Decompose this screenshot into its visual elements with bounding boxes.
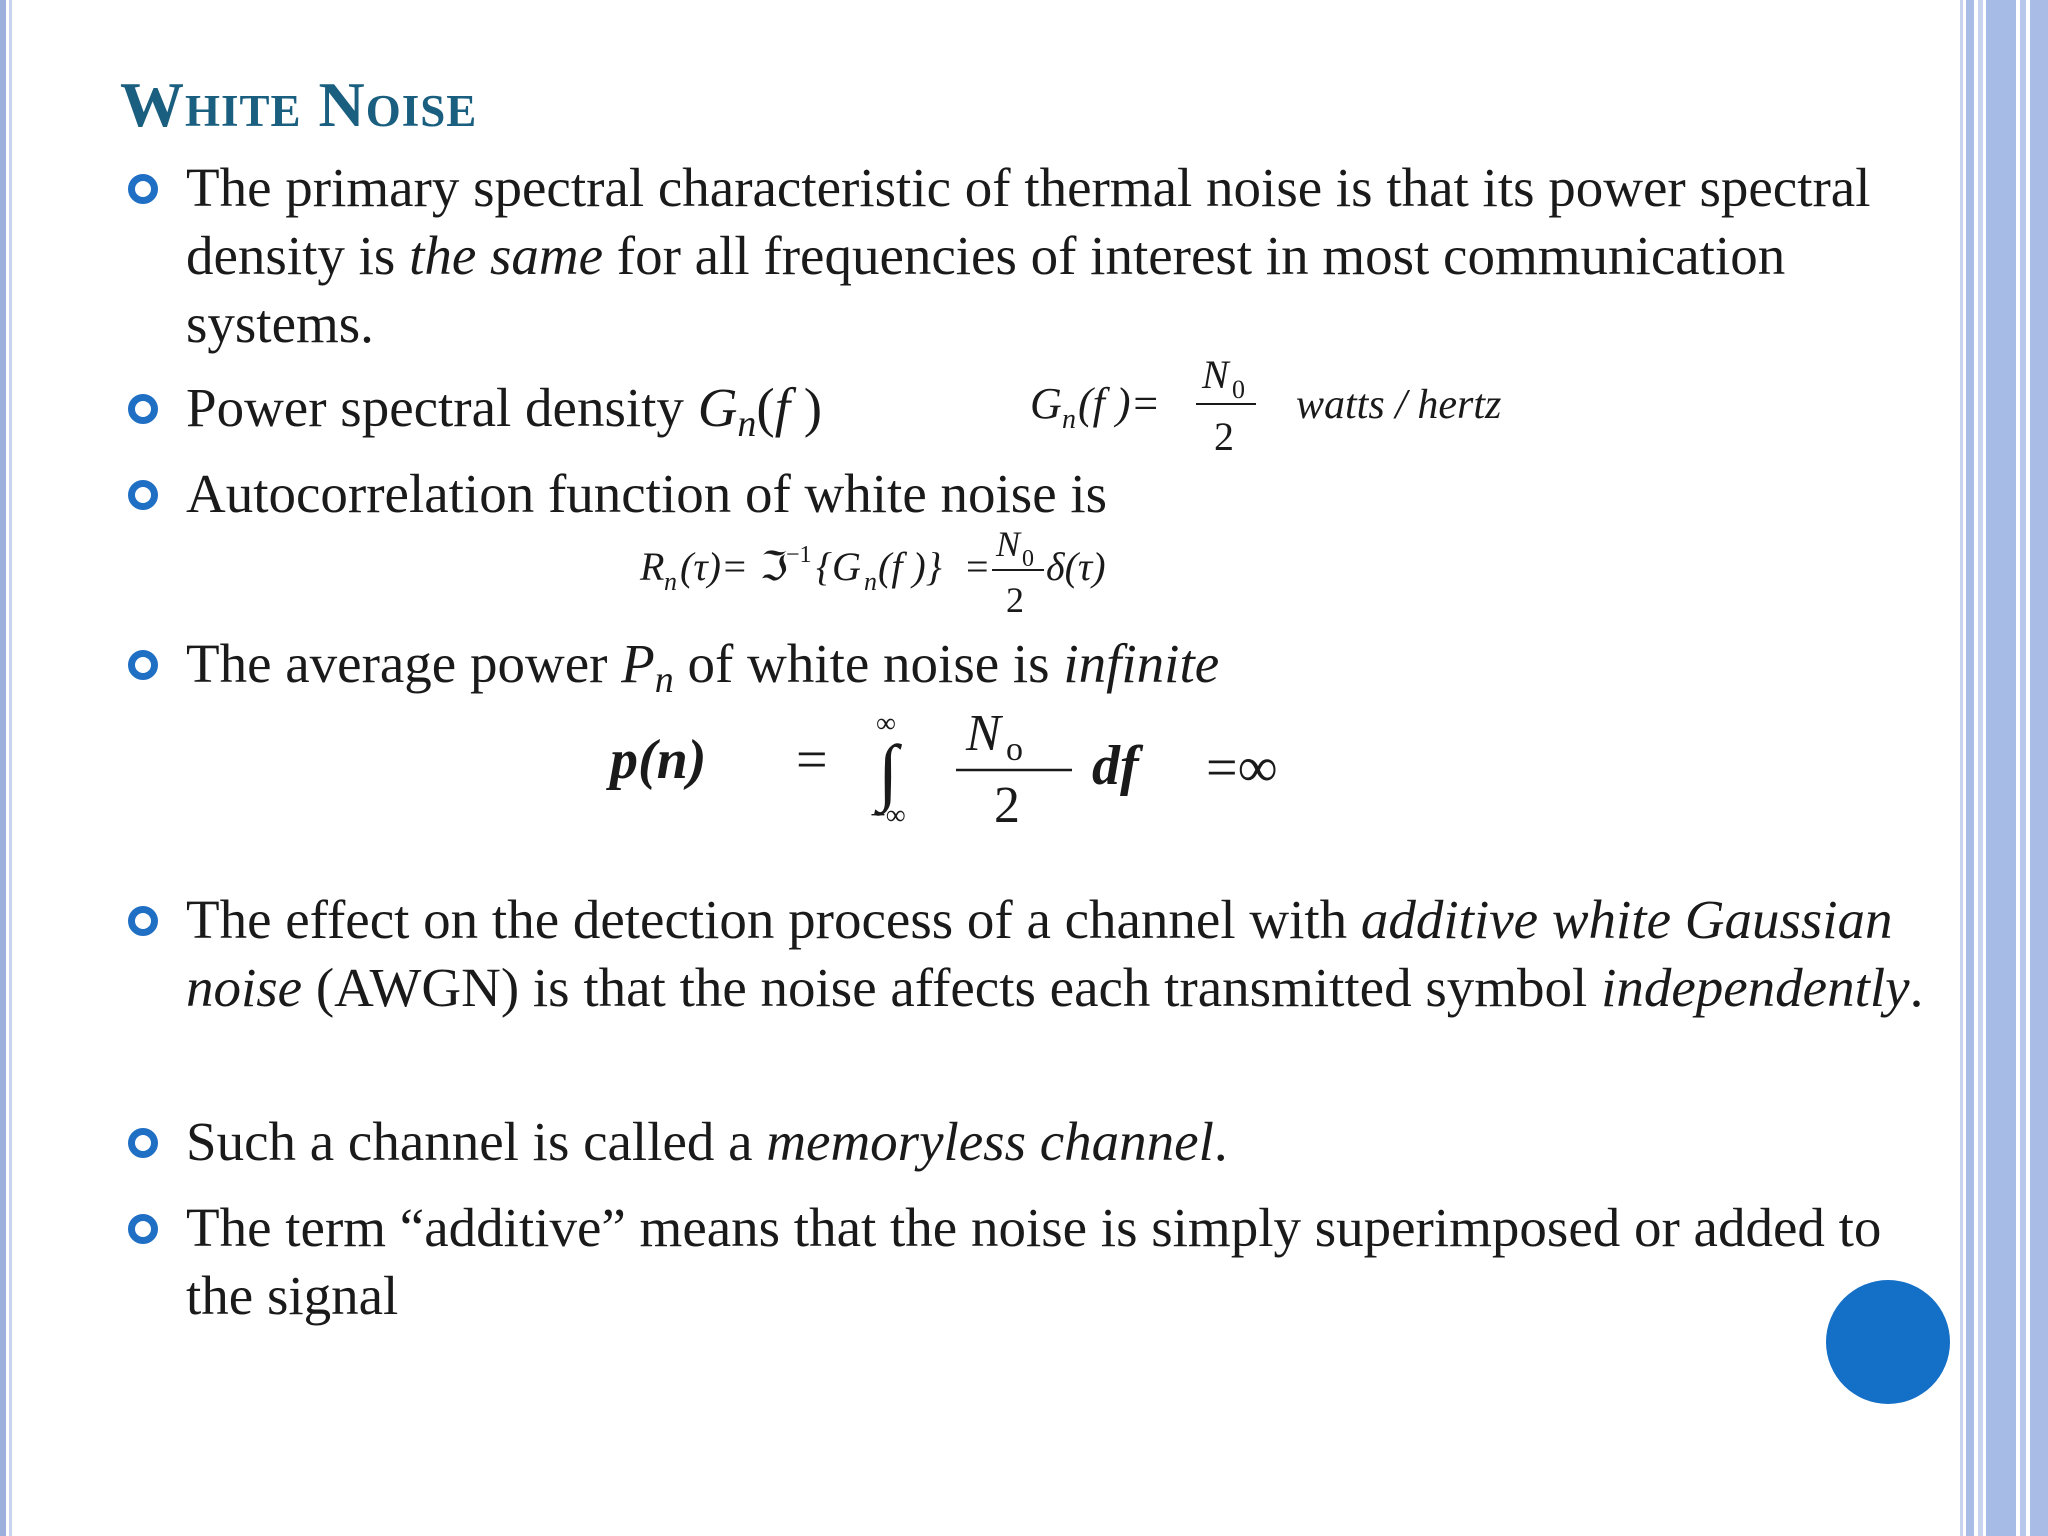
bullet-item [186,154,1926,358]
bullet-text: The average power [186,633,622,694]
slide-title: White Noise [120,69,478,140]
bullet-item [186,460,1926,528]
symbol-g: G [697,377,738,438]
bullet-text: The term “additive” means that the noise is simply superimposed or added to the signal [186,1197,1882,1326]
eq-equals: = [796,729,828,791]
symbol-f: f [774,377,791,438]
bullet-item [186,886,1926,1022]
bullet-text: ) [790,377,823,438]
bullet-text-italic: the same [409,225,604,286]
eq-num: N [966,705,1001,762]
bullet-item [186,1194,1926,1330]
eq-den: 2 [994,777,1020,834]
eq-lhs-sub: n [1062,404,1076,435]
right-border-stripe [1986,0,2016,1536]
bullet-text: . [1213,1111,1228,1172]
psd-equation-svg [1030,350,1550,460]
bullet-text: for all frequencies of interest in most communication systems. [186,225,1786,354]
eq-arg2: (f )} [878,544,942,589]
bullet-text: . [1909,957,1924,1018]
decorative-circle [1826,1280,1950,1404]
left-border-stripe-thin [9,0,12,1536]
eq-num-sub: 0 [1232,375,1245,404]
bullet-text: Such a channel is called a [186,1111,767,1172]
bullet-text: ( [756,377,775,438]
eq-num: N [1202,352,1229,397]
eq-den: 2 [1006,580,1024,620]
eq-rhs: =∞ [1206,737,1278,799]
eq-arg-sub: n [864,567,877,596]
psd-equation [1030,350,1550,465]
eq-lhs: R [640,544,665,589]
subscript-n: n [654,659,674,701]
bullet-text-italic: infinite [1063,633,1220,694]
eq-num: N [996,524,1021,564]
eq-den: 2 [1214,414,1234,459]
eq-equals: = [966,544,989,589]
eq-units: watts / hertz [1296,382,1502,428]
integral-lower-limit: −∞ [870,800,906,831]
right-border-stripe [1966,0,1974,1536]
bullet-text-italic: independently [1601,957,1910,1018]
bullet-text-italic: additive white Gaussian noise [186,889,1893,1018]
eq-num-sub: o [1006,731,1023,768]
eq-arg: {G [816,544,861,589]
eq-lhs-arg: (τ)= [680,544,748,589]
bullet-item [186,1108,1926,1176]
eq-lhs: p(n) [610,729,707,791]
eq-num-sub: 0 [1022,546,1034,572]
right-border-stripe [1978,0,1983,1536]
eq-tail: δ(τ) [1046,544,1106,589]
eq-fourier-op: ℑ [760,544,788,589]
eq-lhs: G [1030,379,1062,428]
autocorrelation-equation [640,524,1160,643]
integral-upper-limit: ∞ [876,708,896,739]
bullet-text: Autocorrelation function of white noise is [186,463,1108,524]
right-border-stripe [2020,0,2026,1536]
eq-lhs-arg: (f )= [1078,379,1161,428]
left-border-stripe [0,0,6,1536]
eq-df: df [1092,735,1139,797]
bullet-text: (AWGN) is that the noise affects each transmitted symbol [302,957,1602,1018]
integral-sign: ∫ [878,731,899,813]
bullet-text: Power spectral density [186,377,698,438]
right-border-stripe [1960,0,1963,1536]
average-power-equation-svg [600,705,1360,838]
right-border-stripe [2030,0,2048,1536]
bullet-text: The primary spectral characteristic of thermal noise is that its power spectral density is [186,157,1871,286]
symbol-p: P [621,633,655,694]
bullet-text-italic: memoryless channel [766,1111,1214,1172]
bullet-text: of white noise is [673,633,1064,694]
eq-lhs-sub: n [664,567,677,596]
subscript-n: n [737,403,757,445]
bullet-text: The effect on the detection process of a channel with [186,889,1361,950]
eq-fourier-sup: −1 [786,542,812,568]
autocorrelation-equation-svg [640,524,1160,638]
average-power-equation [600,705,1360,843]
